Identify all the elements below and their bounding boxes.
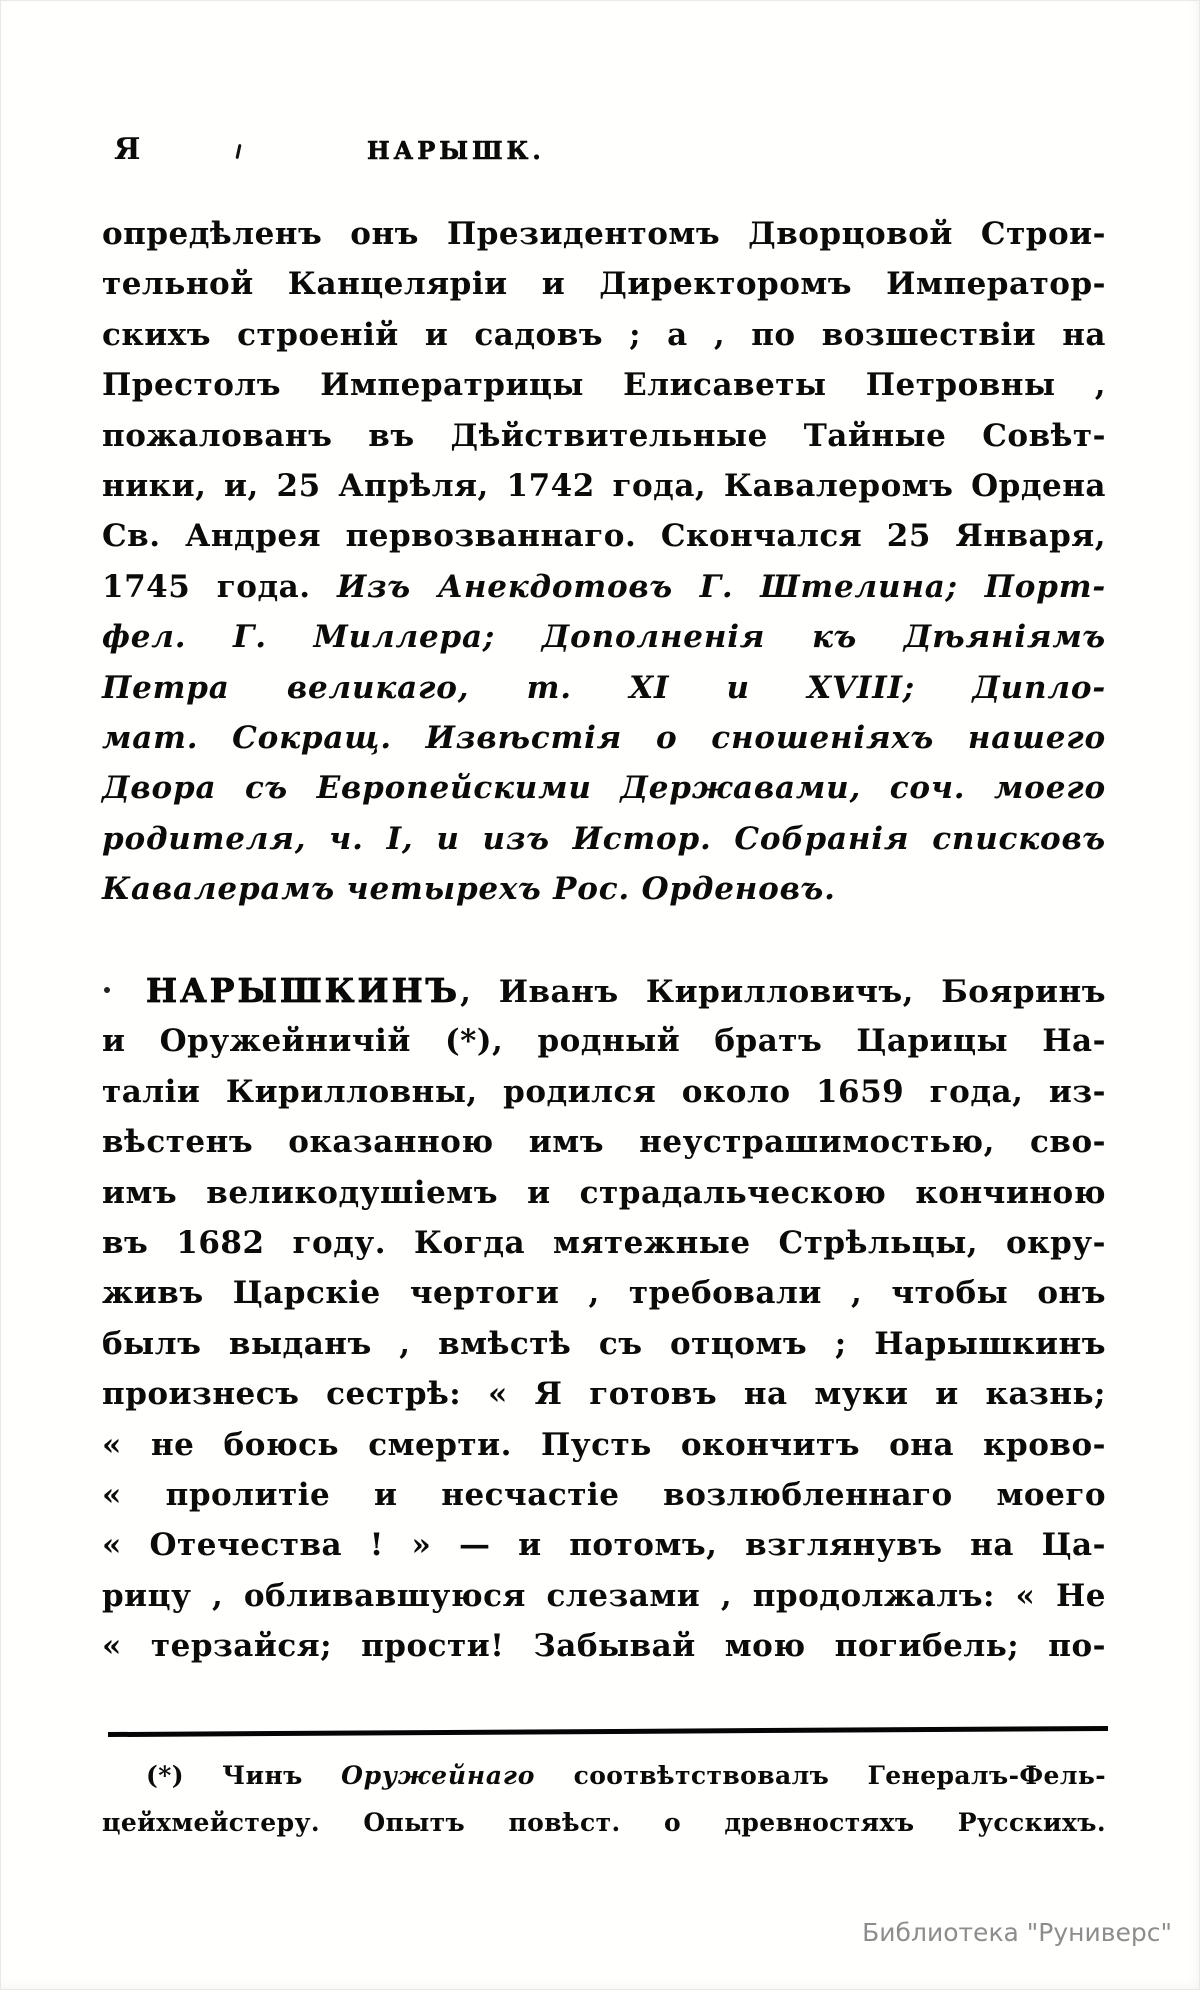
body-text: рицу , обливавшуюся слезами , продолжалъ: « Не (102, 1577, 1106, 1614)
running-head: НАРЫШК. (367, 136, 545, 165)
body-text: опредѣленъ онъ Президентомъ Дворцовой Строи- (102, 216, 1106, 252)
body-text: тельной Канцеляріи и Директоромъ Император- (102, 266, 1106, 303)
ink-speck (235, 144, 241, 159)
body-text: Престолъ Императрицы Елисаветы Петровны , (102, 367, 1106, 404)
text-line (102, 713, 1106, 763)
text-line (102, 1752, 1106, 1799)
body-text: въ 1682 году. Когда мятежные Стрѣльцы, окру- (102, 1224, 1106, 1261)
text-line (102, 360, 1106, 410)
text-line (102, 209, 1106, 259)
text-line (102, 1117, 1106, 1167)
running-head-row (102, 128, 1106, 172)
body-text: таліи Кирилловны, родился около 1659 года, из- (102, 1073, 1106, 1110)
text-line (102, 511, 1106, 561)
italic-text: родителя, ч. I, и изъ Истор. Собранія списковъ (102, 820, 1106, 857)
text-line (102, 814, 1106, 864)
footnote-rule (108, 1726, 1108, 1737)
body-text: « не боюсь смерти. Пусть окончитъ она крово- (102, 1426, 1106, 1463)
text-line (102, 1268, 1106, 1318)
italic-text: мат. Сокращ. Извѣстія о сношеніяхъ нашего (102, 719, 1106, 756)
body-text: ники, и, 25 Апрѣля, 1742 года, Кавалеромъ Ордена (102, 467, 1106, 504)
body-text: и Оружейничій (*), родный братъ Царицы На- (102, 1023, 1106, 1060)
body-text: (*) Чинъ (146, 1761, 342, 1790)
text-line (102, 1369, 1106, 1419)
body-text: живъ Царскіе чертоги , требовали , чтобы онъ (102, 1275, 1106, 1312)
body-text: 1745 года. (102, 568, 337, 605)
paragraph-entry-naryshkin (102, 966, 1106, 1671)
italic-text: Изъ Анекдотовъ Г. Штелина; Порт- (336, 568, 1106, 605)
italic-text: Петра великаго, т. XI и XVIII; Дипло- (102, 669, 1106, 706)
italic-text: Оружейнаго (341, 1761, 536, 1790)
text-line (102, 562, 1106, 612)
body-text: произнесъ сестрѣ: « Я готовъ на муки и казнь; (102, 1376, 1106, 1413)
text-line (102, 966, 1106, 1016)
body-text: Св. Андрея первозваннаго. Скончался 25 Января, (102, 518, 1106, 555)
text-line (102, 864, 1106, 914)
text-line (102, 259, 1106, 309)
body-text: цейхмейстеру. Опытъ повѣст. о древностяхъ Русскихъ. (102, 1808, 1106, 1837)
text-line (102, 1571, 1106, 1621)
text-line (102, 1319, 1106, 1369)
text-line (102, 1470, 1106, 1520)
text-line (102, 1799, 1106, 1846)
text-line (102, 411, 1106, 461)
page-number: Я (114, 132, 141, 167)
text-line (102, 663, 1106, 713)
body-text: « Отечества ! » — и потомъ, взглянувъ на Ца- (102, 1527, 1106, 1564)
italic-text: Двора съ Европейскими Державами, соч. моего (102, 770, 1106, 807)
text-line (102, 1621, 1106, 1671)
headword-text: НАРЫШКИНЪ (146, 971, 461, 1010)
text-line (102, 310, 1106, 360)
body-text: соотвѣтствовалъ Генералъ-Фель- (535, 1761, 1106, 1790)
text-line (102, 461, 1106, 511)
body-text: былъ выданъ , вмѣстѣ съ отцомъ ; Нарышкинъ (102, 1325, 1106, 1362)
text-line (102, 612, 1106, 662)
text-line (102, 1016, 1106, 1066)
italic-text: фел. Г. Миллера; Дополненія къ Дѣяніямъ (102, 619, 1106, 656)
body-text: вѣстенъ оказанною имъ неустрашимостью, сво- (102, 1124, 1106, 1161)
body-text: скихъ строеній и садовъ ; а , по возшествіи на (102, 316, 1106, 353)
text-line (102, 1520, 1106, 1570)
body-text: « пролитіе и несчастіе возлюбленнаго моего (102, 1476, 1106, 1513)
text-line (102, 763, 1106, 813)
text-line (102, 1067, 1106, 1117)
text-line (102, 1218, 1106, 1268)
text-line (102, 1168, 1106, 1218)
body-text: « терзайся; прости! Забывай мою погибель; по- (102, 1628, 1106, 1665)
body-text: пожалованъ въ Дѣйствительные Тайные Совѣт- (102, 417, 1106, 454)
italic-text: Кавалерамъ четырехъ Рос. Орденовъ. (102, 871, 836, 908)
library-watermark: Библиотека "Руниверс" (862, 1918, 1172, 1947)
footnote (102, 1752, 1106, 1846)
body-text: имъ великодушіемъ и страдальческою кончиною (102, 1174, 1106, 1211)
paragraph-entry-continuation (102, 209, 1106, 914)
body-text: , Иванъ Кирилловичъ, Бояринъ (460, 974, 1106, 1010)
text-line (102, 1420, 1106, 1470)
